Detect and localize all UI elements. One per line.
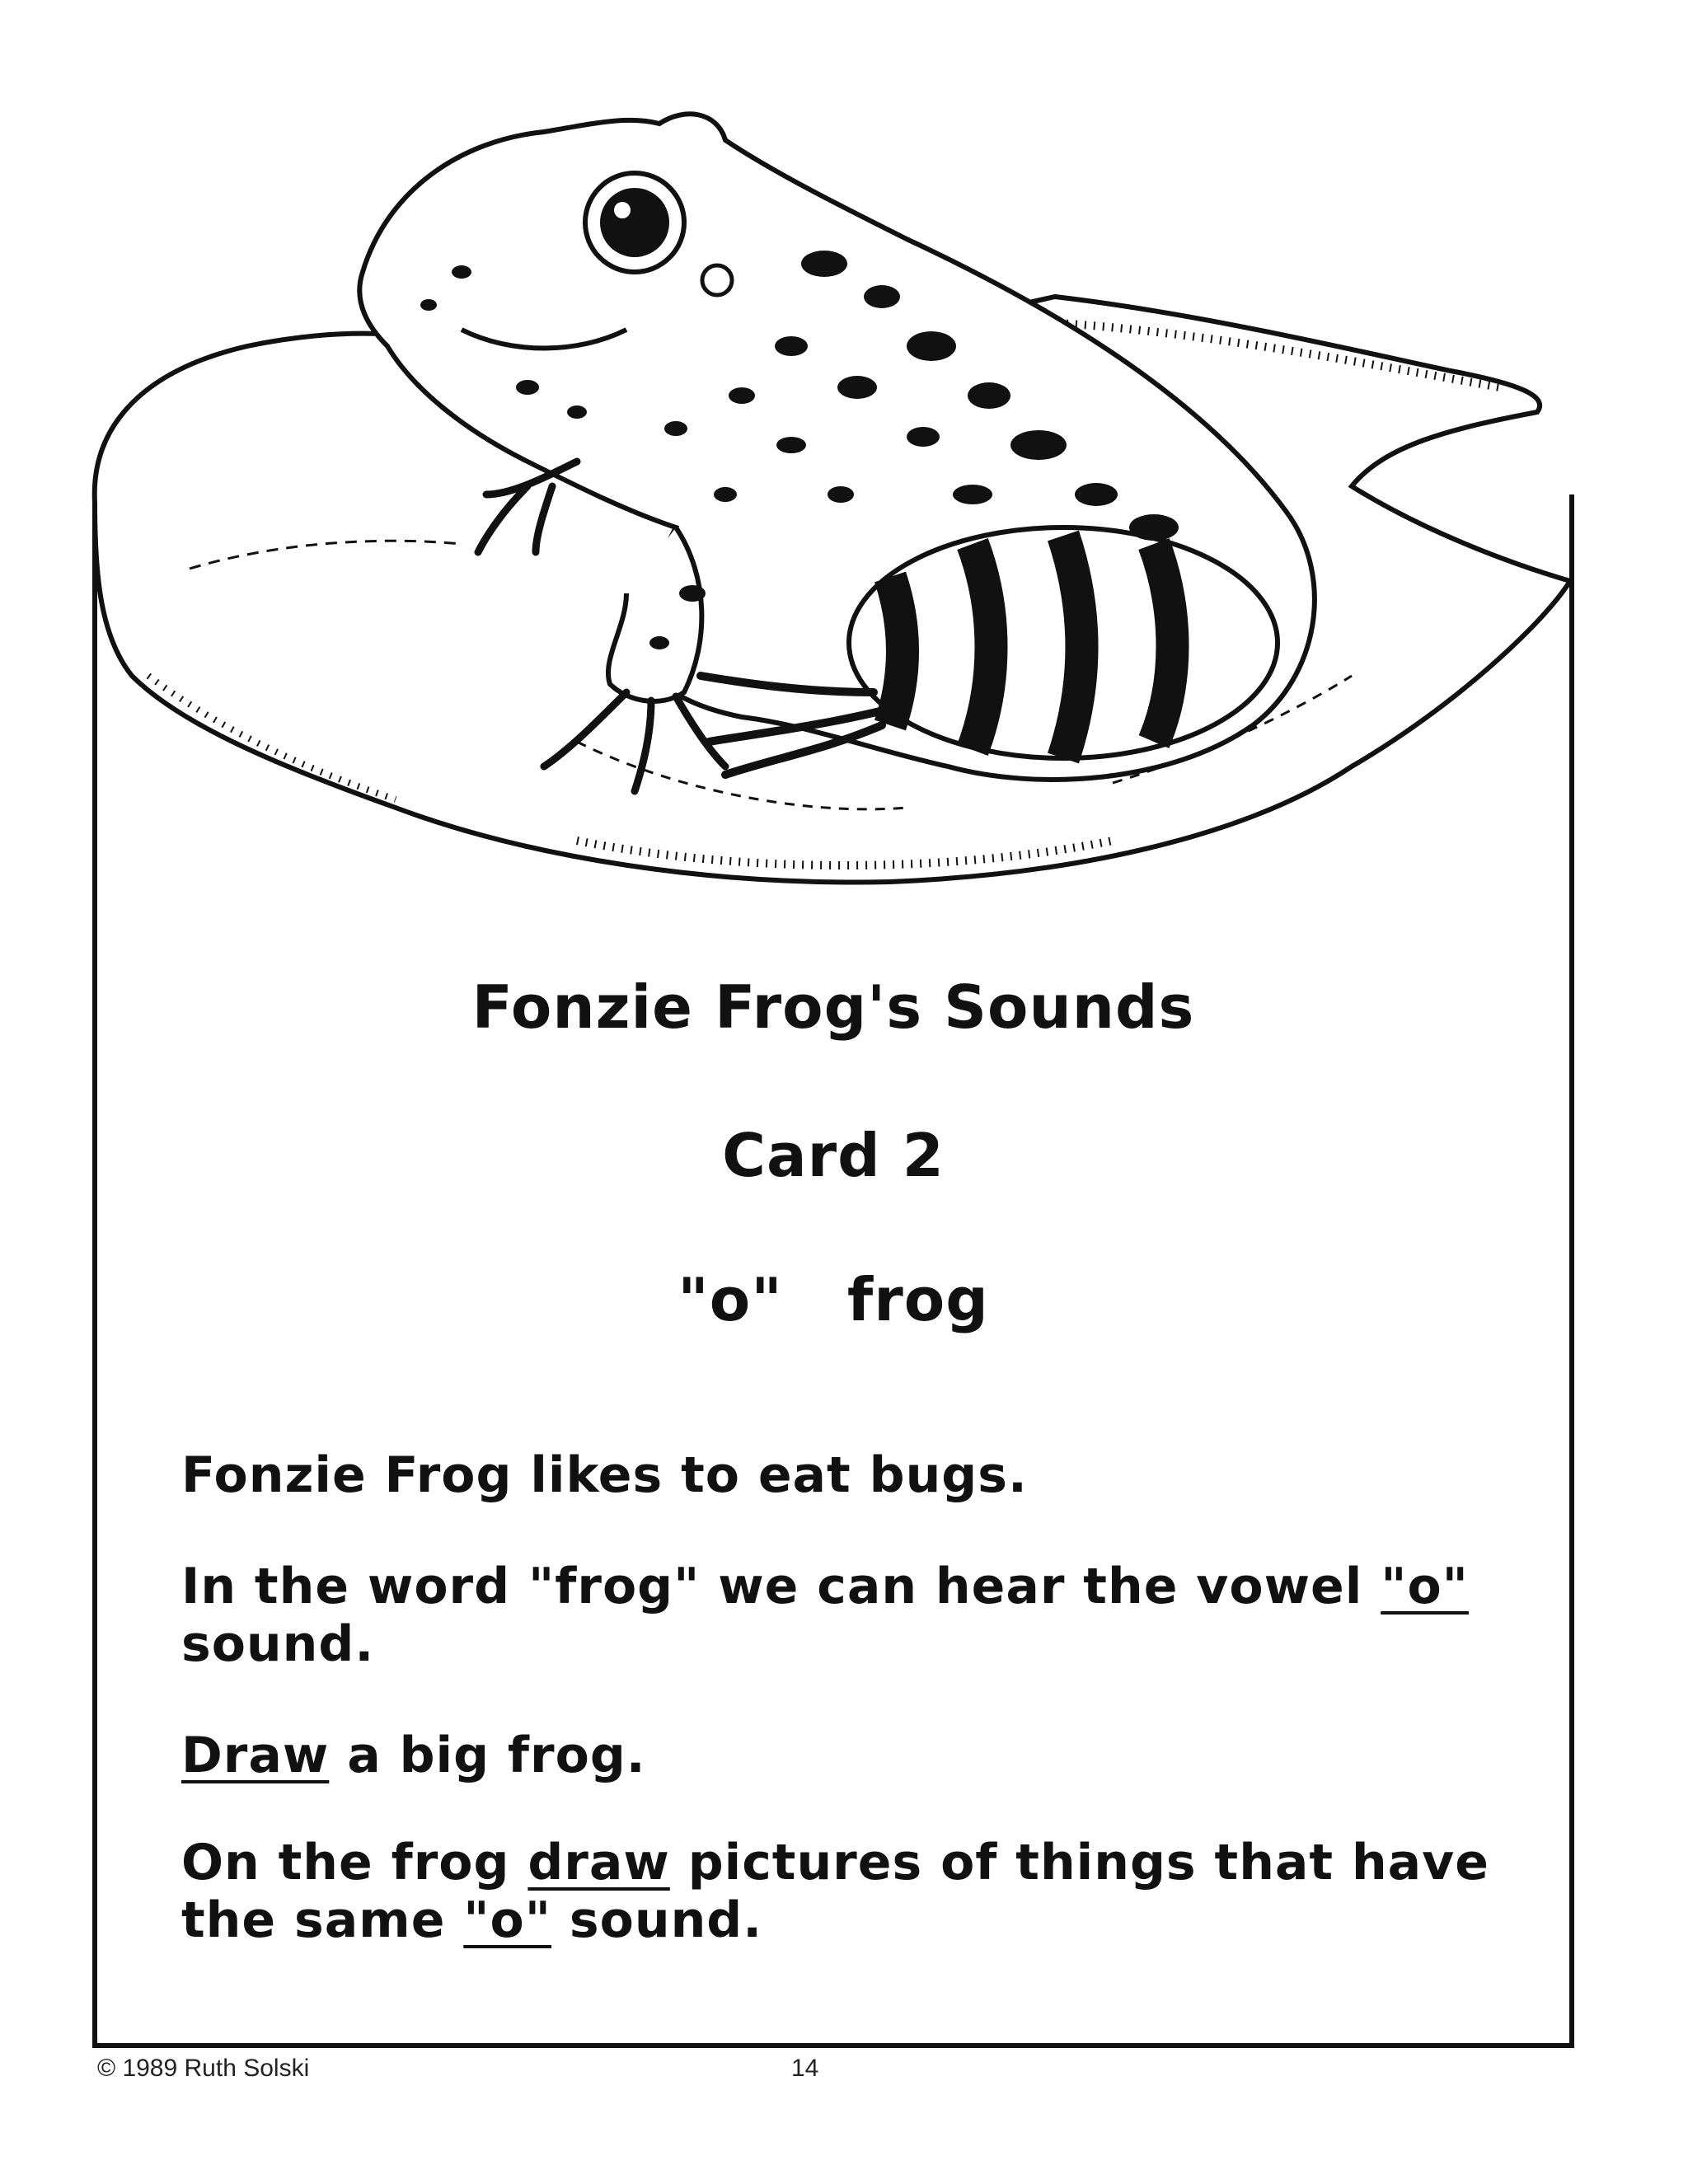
sound-word: frog bbox=[846, 1265, 989, 1334]
paragraph-4-mid: pictures of things that have the same bbox=[181, 1834, 1489, 1949]
sound-heading bbox=[92, 1265, 1574, 1334]
paragraph-4-vowel: "o" bbox=[463, 1891, 552, 1949]
paragraph-1: Fonzie Frog likes to eat bugs. bbox=[181, 1446, 1028, 1504]
frog-on-lily-pad-icon bbox=[0, 0, 1688, 940]
paragraph-4-tail: sound. bbox=[551, 1891, 763, 1949]
paragraph-2 bbox=[181, 1558, 1517, 1673]
paragraph-2-vowel: "o" bbox=[1381, 1558, 1469, 1615]
paragraph-4 bbox=[181, 1834, 1517, 1949]
paragraph-3-verb: Draw bbox=[181, 1727, 330, 1784]
paragraph-2-lead: In the word "frog" we can hear the vowel bbox=[181, 1558, 1381, 1615]
paragraph-4-verb: draw bbox=[528, 1834, 670, 1891]
sound-letter: "o" bbox=[678, 1265, 783, 1334]
card-label: Card 2 bbox=[722, 1121, 945, 1190]
page-number: 14 bbox=[791, 2055, 819, 2082]
paragraph-3-tail: a big frog. bbox=[329, 1727, 646, 1784]
paragraph-2-tail: sound. bbox=[181, 1615, 375, 1673]
copyright-notice: © 1989 Ruth Solski bbox=[97, 2055, 310, 2082]
page-title: Fonzie Frog's Sounds bbox=[471, 972, 1195, 1042]
paragraph-4-lead: On the frog bbox=[181, 1834, 528, 1891]
paragraph-3 bbox=[181, 1727, 1517, 1784]
